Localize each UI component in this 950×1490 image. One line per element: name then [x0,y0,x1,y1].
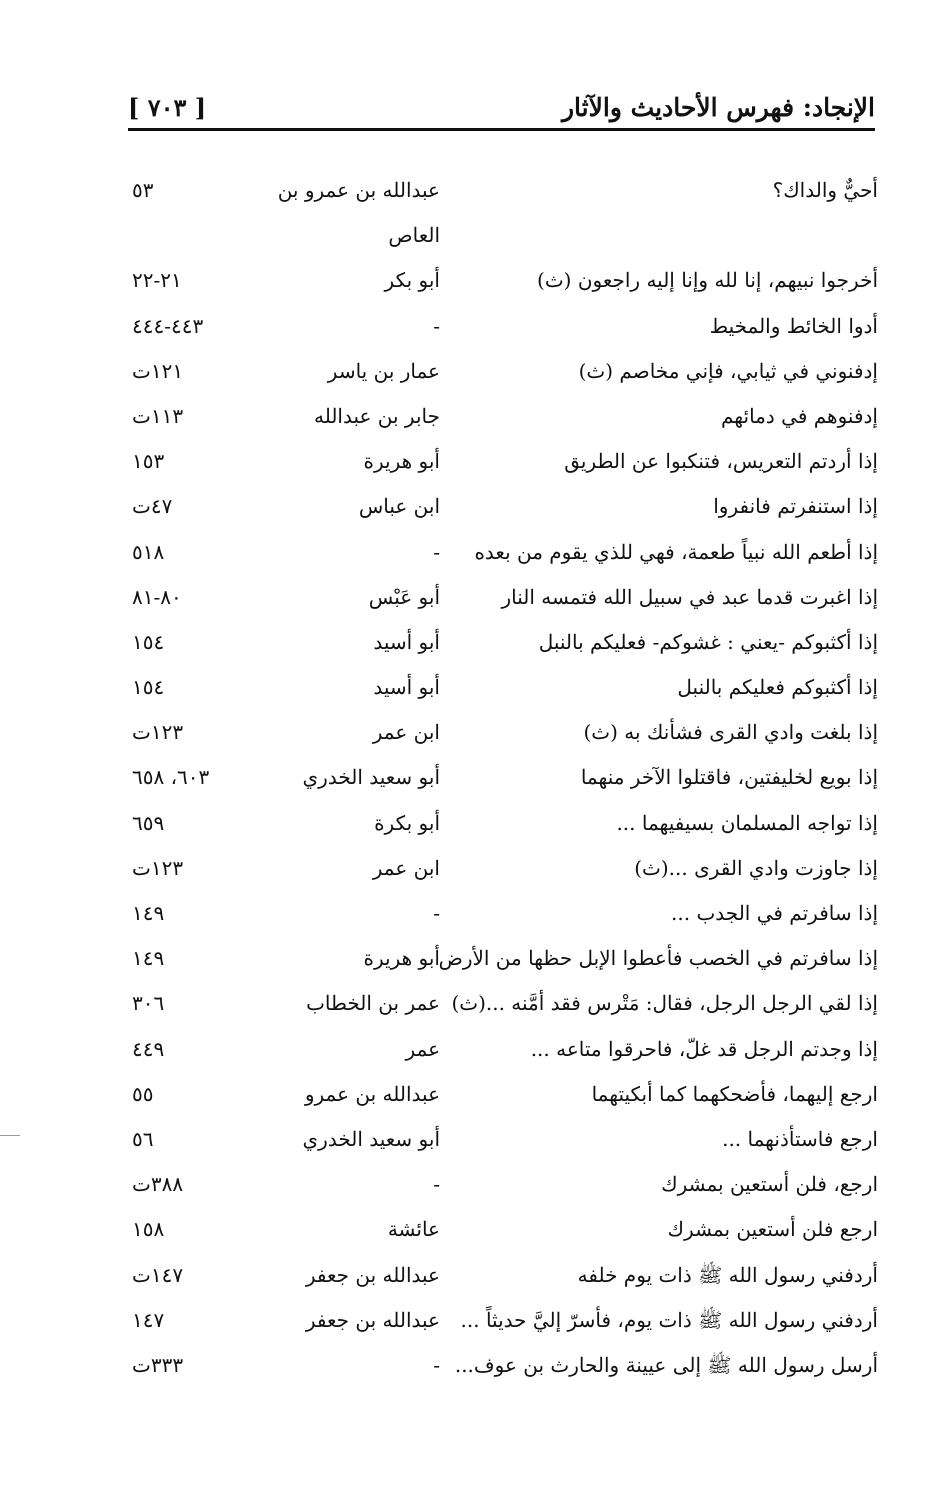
index-row [0,891,950,936]
narrator-name: أبو سعيد الخدري [302,765,440,790]
page-reference: ٥١٨ [132,539,165,564]
narrator-name: أبو عَبْس [368,584,440,609]
page-reference: ٢١-٢٢ [132,268,182,293]
narrator-name: - [433,313,440,338]
narrator-name: عمر بن الخطاب [306,991,440,1016]
index-row [0,575,950,620]
narrator-name: جابر بن عبدالله [313,403,440,428]
narrator-name: أبو أسيد [373,629,440,654]
hadith-text: إذا سافرتم في الجدب ... [671,901,878,926]
hadith-text: إذا تواجه المسلمان بسيفيهما ... [616,810,878,835]
page-number: [ ٧٠٣ ] [128,92,207,122]
narrator-name: ابن عمر [372,855,440,880]
page-reference: ٦٠٣، ٦٥٨ [132,765,210,790]
index-row [0,1117,950,1162]
index-row [0,620,950,665]
narrator-name: أبو هريرة [363,946,440,971]
index-row [0,304,950,349]
index-row [0,1343,950,1388]
index-row [0,1253,950,1298]
page-reference: ٦٥٩ [132,810,165,835]
page-reference: ١٤٧ت [132,1262,184,1287]
hadith-text: إذا سافرتم في الخصب فأعطوا الإبل حظها من الأرض [438,946,878,971]
index-row [0,665,950,710]
page-reference: ١٥٤ [132,675,165,700]
hadith-text: أردفني رسول الله ﷺ ذات يوم، فأسرّ إليَّ حديثاً ... [460,1307,878,1332]
page-reference: ٨٠-٨١ [132,584,182,609]
narrator-name: أبو أسيد [373,675,440,700]
page-reference: ٤٤٣-٤٤٤ [132,313,204,338]
index-row [0,394,950,439]
hadith-text: أحيٌّ والداك؟ [772,178,878,202]
narrator-name: - [433,1352,440,1377]
narrator-name: عمر [405,1036,440,1061]
hadith-text: إذا اغبرت قدما عبد في سبيل الله فتمسه النار [501,584,878,609]
narrator-name: عبدالله بن جعفر [305,1307,440,1332]
index-row [0,801,950,846]
page-reference: ١٢١ت [132,358,184,383]
page-reference: ٣٨٨ت [132,1172,184,1197]
narrator-name: عمار بن ياسر [327,358,440,383]
index-row [0,846,950,891]
hadith-text: إذا بلغت وادي القرى فشأنك به (ث) [583,720,878,745]
page-reference: ١٤٩ [132,946,165,971]
index-row [0,258,950,303]
index-row [0,530,950,575]
page-reference: ١٤٩ [132,901,165,926]
index-row [0,755,950,800]
header-divider [128,128,875,131]
page-reference: ١٥٤ [132,629,165,654]
hadith-text: إذا استنفرتم فانفروا [713,494,878,519]
narrator-name: ابن عباس [358,494,440,519]
page-reference: ٣٠٦ [132,991,165,1016]
index-row [0,168,950,258]
page-reference: ٤٤٩ [132,1036,165,1061]
hadith-text: أردفني رسول الله ﷺ ذات يوم خلفه [577,1262,878,1287]
narrator-name: عبدالله بن جعفر [305,1262,440,1287]
narrator-name: عائشة [387,1217,440,1242]
index-row [0,936,950,981]
narrator-name: ابن عمر [372,720,440,745]
narrator-name: أبو هريرة [363,449,440,474]
hadith-text: إدفنوهم في دمائهم [720,403,878,428]
page-reference: ١٢٣ت [132,855,184,880]
narrator-name: أبو بكرة [374,810,440,835]
page-reference: ١٤٧ [132,1307,165,1332]
index-row [0,349,950,394]
index-row [0,710,950,755]
narrator-name: أبو سعيد الخدري [302,1126,440,1151]
hadith-text: إذا أكثبوكم -يعني : غشوكم- فعليكم بالنبل [538,629,878,654]
hadith-text: إذا بويع لخليفتين، فاقتلوا الآخر منهما [580,765,878,790]
hadith-text: ارجع فلن أستعين بمشرك [667,1217,878,1242]
narrator-name: أبو بكر [384,268,440,293]
page-reference: ٥٦ [132,1126,154,1151]
hadith-text: إذا وجدتم الرجل قد غلّ، فاحرقوا متاعه ... [530,1036,878,1061]
narrator-name: - [433,1172,440,1197]
page-reference: ٥٥ [132,1081,154,1106]
page-reference: ٥٣ [132,178,154,202]
hadith-text: إذا لقي الرجل الرجل، فقال: مَتْرس فقد أمَّنه ...(ث) [451,991,878,1016]
index-row [0,981,950,1026]
index-row [0,1298,950,1343]
index-row [0,1027,950,1072]
hadith-text: إذا أردتم التعريس، فتنكبوا عن الطريق [564,449,878,474]
narrator-name: - [433,539,440,564]
hadith-text: أخرجوا نبيهم، إنا لله وإنا إليه راجعون (ث) [537,268,878,293]
hadith-text: إدفنوني في ثيابي، فإني مخاصم (ث) [578,358,878,383]
index-row [0,484,950,529]
hadith-text: إذا أكثبوكم فعليكم بالنبل [677,675,878,700]
hadith-text: ارجع إليهما، فأضحكهما كما أبكيتهما [591,1081,878,1106]
index-table [0,168,950,1388]
hadith-text: ارجع، فلن أستعين بمشرك [661,1172,878,1197]
page-reference: ١٥٨ [132,1217,165,1242]
narrator-name: - [433,901,440,926]
index-row [0,1072,950,1117]
running-header [128,88,875,126]
page-reference: ٣٣٣ت [132,1352,184,1377]
page-title: الإنجاد: فهرس الأحاديث والآثار [561,92,875,122]
index-row [0,1207,950,1252]
narrator-name: عبدالله بن عمرو بن العاص [277,178,440,248]
hadith-text: ارجع فاستأذنهما ... [722,1126,878,1151]
hadith-text: أرسل رسول الله ﷺ إلى عيينة والحارث بن عوف... [454,1352,878,1377]
hadith-text: إذا جاوزت وادي القرى ...(ث) [634,855,878,880]
page-reference: ١٥٣ [132,449,165,474]
index-row [0,1162,950,1207]
hadith-text: أدوا الخائط والمخيط [709,313,878,338]
page-reference: ٤٧ت [132,494,173,519]
narrator-name: عبدالله بن عمرو [304,1081,440,1106]
index-row [0,439,950,484]
page-reference: ١١٣ت [132,403,184,428]
hadith-text: إذا أطعم الله نبياً طعمة، فهي للذي يقوم من بعده [474,539,878,564]
page-reference: ١٢٣ت [132,720,184,745]
